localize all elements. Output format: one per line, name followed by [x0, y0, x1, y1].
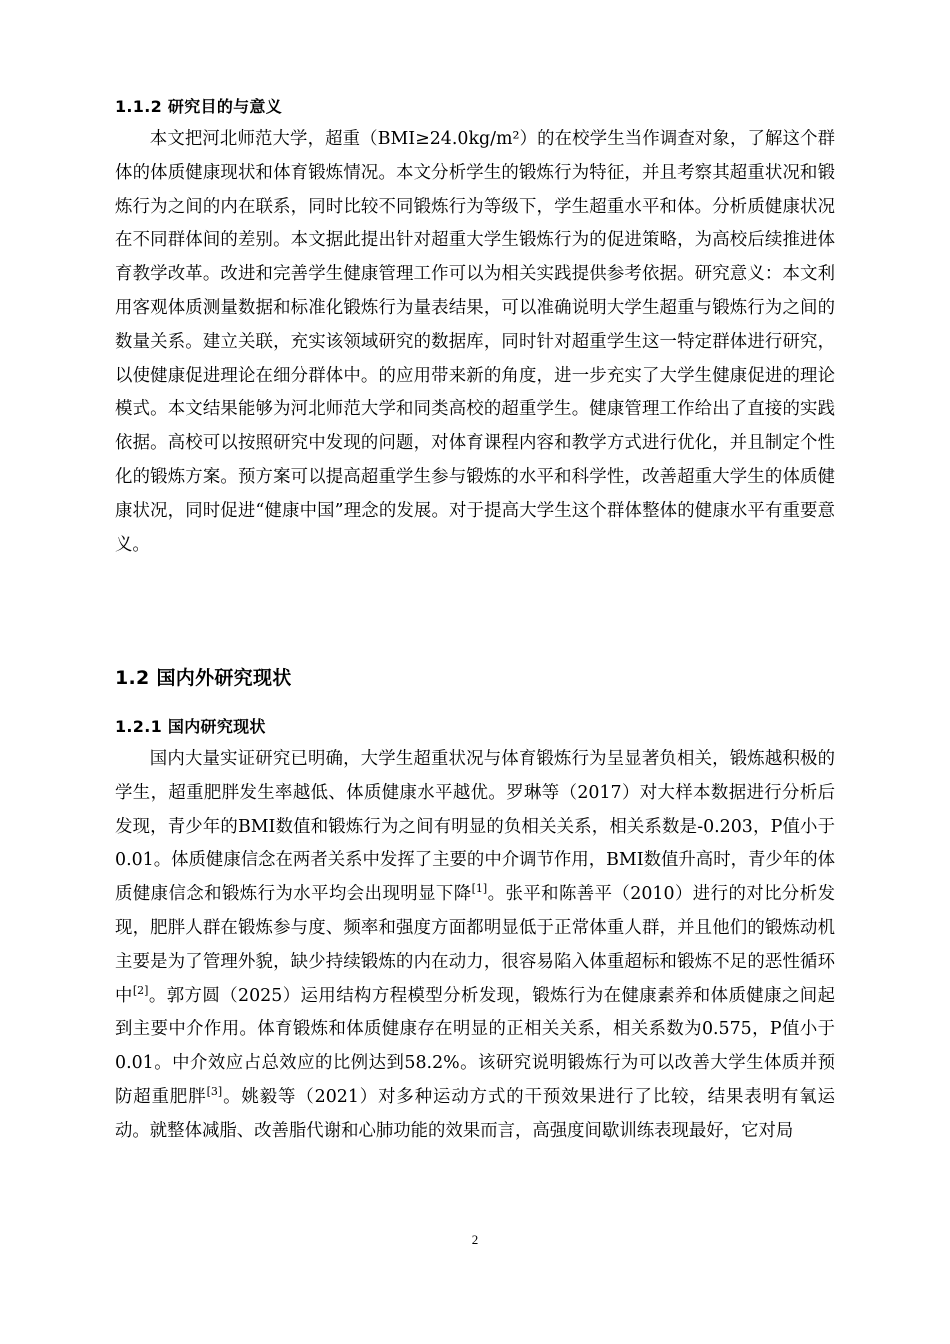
- section-heading-1-2-1: 1.2.1 国内研究现状: [115, 717, 266, 736]
- citation-1: [1]: [471, 882, 488, 896]
- paragraph-text-part-4: 。姚毅等（2021）对多种运动方式的干预效果进行了比较，结果表明有氧运动。就整体减脂、改善脂代谢和心肺功能的效果而言，高强度间歇训练表现最好，它对局: [115, 1086, 835, 1141]
- paragraph-research-purpose: 本文把河北师范大学，超重（BMI≥24.0kg/m²）的在校学生当作调查对象，了解这个群体的体质健康现状和体育锻炼情况。本文分析学生的锻炼行为特征，并且考察其超重状况和锻炼行为之间的内在联系，同时比较不同锻炼行为等级下，学生超重水平和体。分析质健康状况在不同群体间的差别。本文据此提出针对超重大学生锻炼行为的促进策略，为高校后续推进体育教学改革。改进和完善学生健康管理工作可以为相关实践提供参考依据。研究意义：本文利用客观体质测量数据和标准化锻炼行为量表结果，可以准确说明大学生超重与锻炼行为之间的数量关系。建立关联，充实该领域研究的数据库，同时针对超重学生这一特定群体进行研究，以使健康促进理论在细分群体中。的应用带来新的角度，进一步充实了大学生健康促进的理论模式。本文结果能够为河北师范大学和同类高校的超重学生。健康管理工作给出了直接的实践依据。高校可以按照研究中发现的问题，对体育课程内容和教学方式进行优化，并且制定个性化的锻炼方案。预方案可以提高超重学生参与锻炼的水平和科学性，改善超重大学生的体质健康状况，同时促进“健康中国”理念的发展。对于提高大学生这个群体整体的健康水平有重要意义。: [115, 129, 835, 555]
- section-heading-1-2: 1.2 国内外研究现状: [115, 667, 292, 689]
- paragraph-text-part-2: 。张平和陈善平（2010）进行的对比分析发现，肥胖人群在锻炼参与度、频率和强度方面都明显低于正常体重人群，并且他们的锻炼动机主要是为了管理外貌，缺少持续锻炼的内在动力，很容易陷入体重超标和锻炼不足的恶性循环中: [115, 884, 835, 1006]
- page-number: 2: [471, 1232, 479, 1247]
- paragraph-text-part-1: 国内大量实证研究已明确，大学生超重状况与体育锻炼行为呈显著负相关，锻炼越积极的学生，超重肥胖发生率越低、体质健康水平越优。罗琳等（2017）对大样本数据进行分析后发现，青少年的BMI数值和锻炼行为之间有明显的负相关关系，相关系数是-0.203，P值小于0.01。体质健康信念在两者关系中发挥了主要的中介调节作用，BMI数值升高时，青少年的体质健康信念和锻炼行为水平均会出现明显下降: [115, 749, 835, 905]
- paragraph-domestic-research: [115, 743, 835, 1149]
- section-heading-1-1-2: 1.1.2 研究目的与意义: [115, 97, 283, 116]
- paragraph-text-part-3: 。郭方圆（2025）运用结构方程模型分析发现，锻炼行为在健康素养和体质健康之间起到主要中介作用。体育锻炼和体质健康存在明显的正相关关系，相关系数为0.575，P值小于0.01。中介效应占总效应的比例达到58.2%。该研究说明锻炼行为可以改善大学生体质并预防超重肥胖: [115, 985, 835, 1107]
- citation-3: [3]: [206, 1085, 223, 1099]
- citation-2: [2]: [132, 983, 149, 997]
